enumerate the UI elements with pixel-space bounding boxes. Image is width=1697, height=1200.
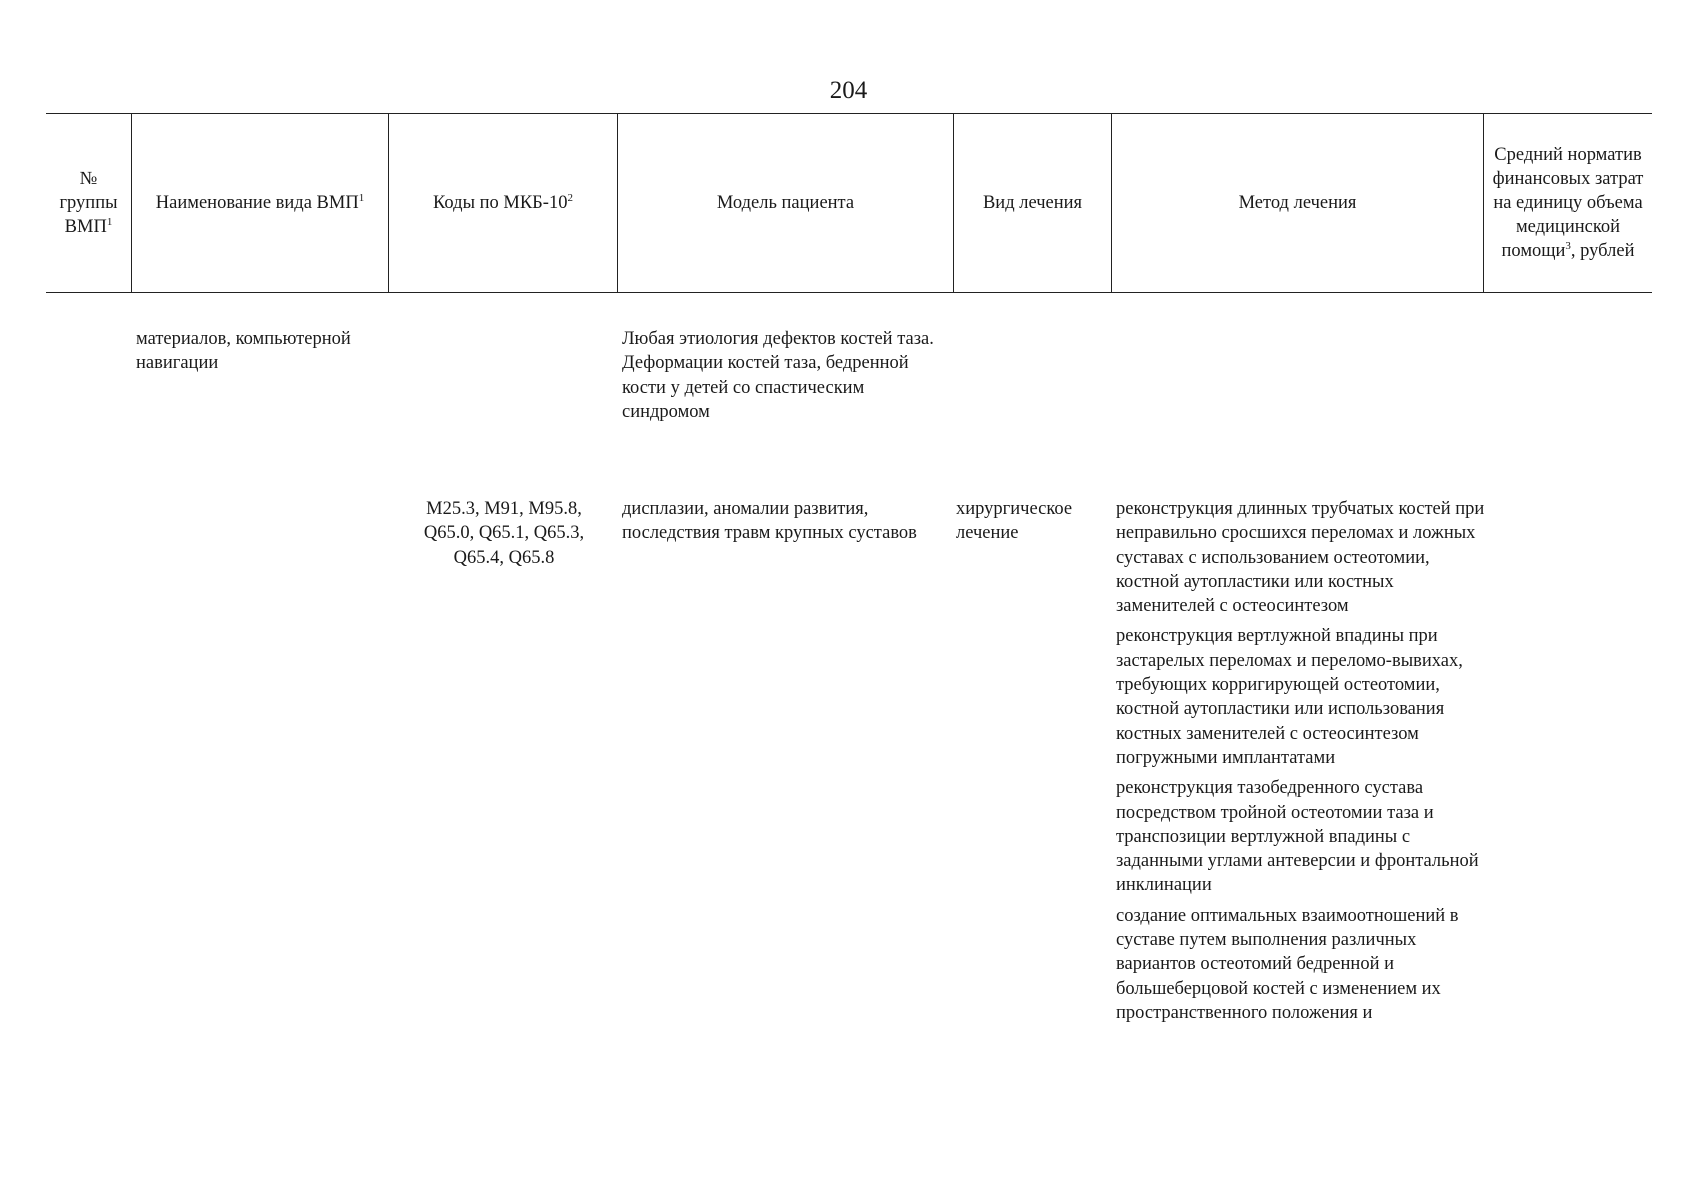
header-patient-model: Модель пациента bbox=[617, 114, 953, 292]
header-treatment-type: Вид лечения bbox=[953, 114, 1111, 292]
patient-model-1: Любая этиология дефектов костей таза. Деформации костей таза, бедренной кости у детей со спастическим синдромом bbox=[622, 329, 934, 422]
method-item: реконструкция вертлужной впадины при застарелых переломах и переломо-вывихах, требующих корригирующей остеотомии, костной аутопластики или использования костных заменителей с остеосинтезом погружными имплантатами bbox=[1116, 626, 1463, 768]
header-icd-codes: Коды по МКБ-$10^2$ bbox=[388, 114, 617, 292]
page-number: 204 bbox=[829, 77, 868, 104]
header-average-cost: Средний норматив финансовых затрат на единицу объема медицинской помощи$^3$, рублей bbox=[1483, 114, 1652, 292]
method-item: реконструкция тазобедренного сустава посредством тройной остеотомии таза и транспозиции вертлужной впадины с заданными углами антеверсии и фронтальной инклинации bbox=[1116, 778, 1479, 896]
method-item: реконструкция длинных трубчатых костей при неправильно сросшихся переломах и ложных суставах с использованием остеотомии, костной аутопластики или костных заменителей с остеосинтезом bbox=[1116, 499, 1485, 617]
header-vmp-name: Наименование вида ВМП$^1$ bbox=[131, 114, 388, 292]
table-header bbox=[46, 113, 1652, 293]
treatment-methods bbox=[1116, 497, 1486, 1031]
treatment-type-2: хирургическое лечение bbox=[956, 499, 1073, 544]
patient-model-2: дисплазии, аномалии развития, последствия травм крупных суставов bbox=[622, 499, 917, 544]
method-item: создание оптимальных взаимоотношений в суставе путем выполнения различных вариантов остеотомий бедренной и большеберцовой костей с изменением их пространственного положения и bbox=[1116, 905, 1459, 1023]
header-group-number: № группы ВМП$^1$ bbox=[59, 169, 118, 237]
header-treatment-method: Метод лечения bbox=[1111, 114, 1483, 292]
vmp-name-continuation: материалов, компьютерной навигации bbox=[136, 329, 351, 374]
icd-codes-2: M25.3, M91, M95.8, Q65.0, Q65.1, Q65.3, Q65.4, Q65.8 bbox=[423, 499, 585, 568]
